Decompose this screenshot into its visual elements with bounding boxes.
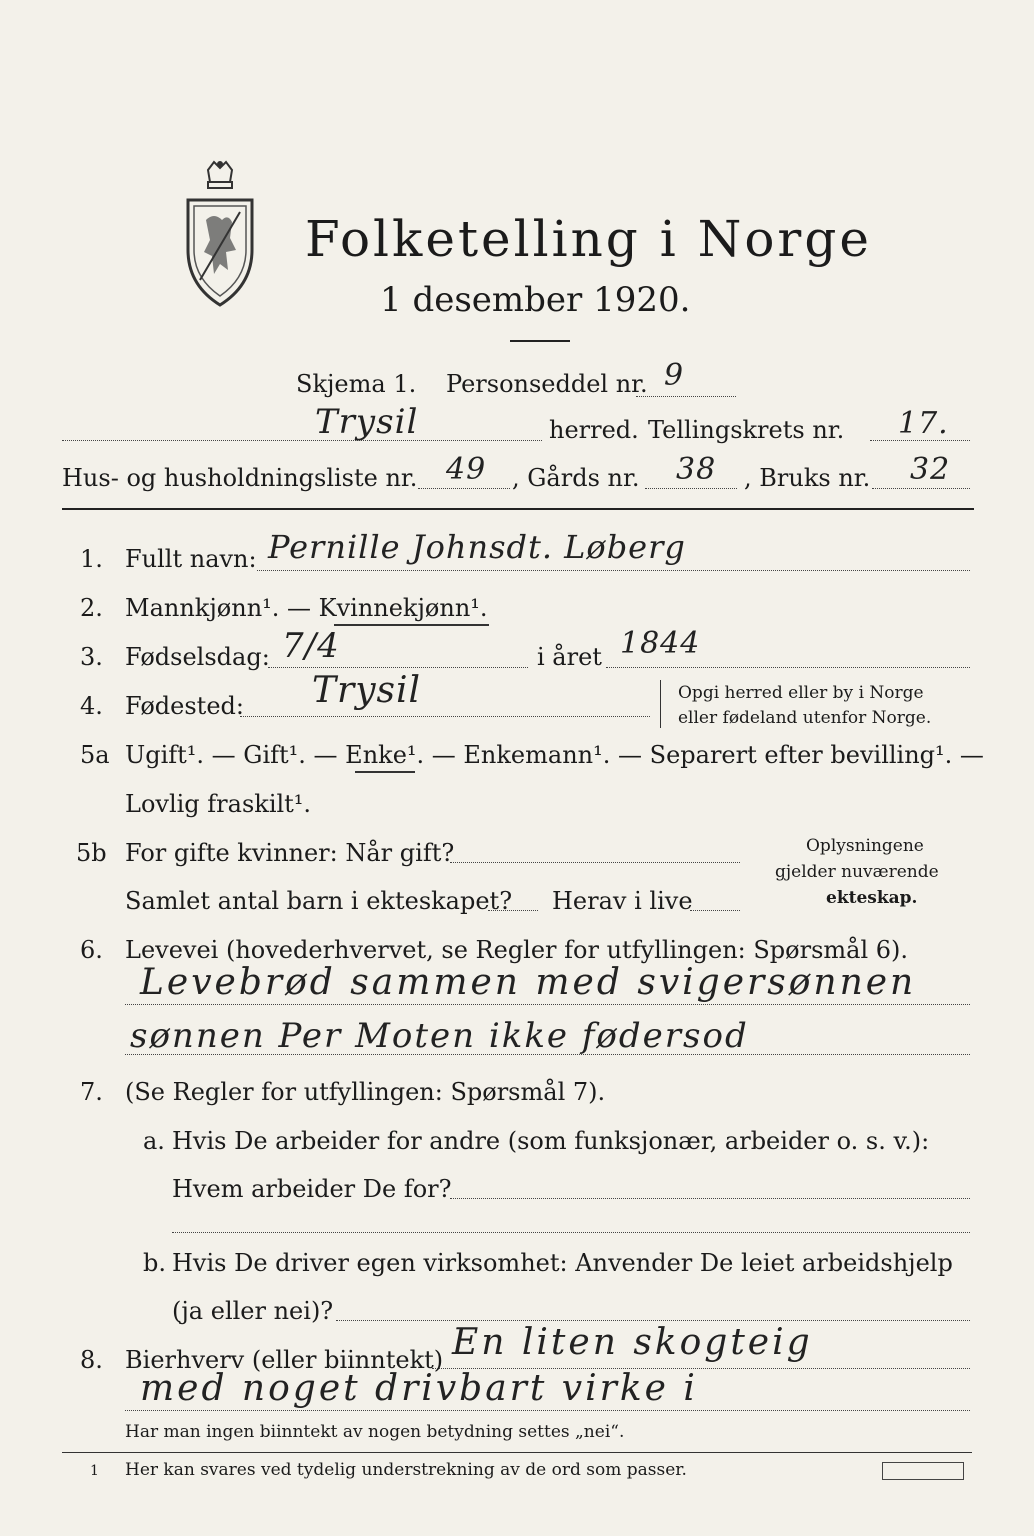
herred-value: Trysil <box>315 402 419 442</box>
footnote-number: 1 <box>90 1463 99 1479</box>
q7b-label: Hvis De driver egen virksomhet: Anvender De leiet arbeidshjelp <box>172 1249 953 1277</box>
q5b-note-3: ekteskap. <box>826 888 918 908</box>
q1-number: 1. <box>80 545 103 573</box>
q6-line-1 <box>125 1004 970 1005</box>
q5b-label: For gifte kvinner: Når gift? <box>125 839 455 867</box>
q7b-number: b. <box>143 1249 166 1277</box>
tellingskrets-label: Tellingskrets nr. <box>648 416 845 444</box>
q7a-label: Hvis De arbeider for andre (som funksjonær, arbeider o. s. v.): <box>172 1127 930 1155</box>
enke-underline <box>355 771 415 773</box>
q5a-label: Ugift¹. — Gift¹. — Enke¹. — Enkemann¹. — Separert efter bevilling¹. — <box>125 741 984 769</box>
q5b-number: 5b <box>76 839 107 867</box>
q1-label: Fullt navn: <box>125 545 257 573</box>
hus-line <box>418 488 510 489</box>
personseddel-line <box>636 396 736 397</box>
q7a-label-2: Hvem arbeider De for? <box>172 1175 452 1203</box>
q4-note-1: Opgi herred eller by i Norge <box>678 683 924 703</box>
q1-line <box>257 570 970 571</box>
title-divider <box>510 340 570 342</box>
form-date: 1 desember 1920. <box>380 280 691 320</box>
q7-label: (Se Regler for utfyllingen: Spørsmål 7). <box>125 1078 606 1106</box>
skjema-label: Skjema 1. <box>296 370 417 398</box>
q7a-line-2 <box>172 1232 970 1233</box>
q8-note: Har man ingen biinntekt av nogen betydning settes „nei“. <box>125 1422 625 1442</box>
q7a-line-1 <box>450 1198 970 1199</box>
footnote-text: Her kan svares ved tydelig understrekning av de ord som passer. <box>125 1460 687 1480</box>
herred-line <box>62 440 542 441</box>
bruks-line <box>872 488 970 489</box>
gards-value: 38 <box>676 452 717 487</box>
q3-number: 3. <box>80 643 103 671</box>
bruks-value: 32 <box>910 452 951 487</box>
q4-note-2: eller fødeland utenfor Norge. <box>678 708 932 728</box>
q6-number: 6. <box>80 936 103 964</box>
q3-line <box>268 667 528 668</box>
q3-year-value: 1844 <box>620 626 701 661</box>
q4-number: 4. <box>80 692 103 720</box>
form-title: Folketelling i Norge <box>305 210 872 268</box>
q2-number: 2. <box>80 594 103 622</box>
q6-value-1: Levebrød sammen med svigersønnen <box>140 962 917 1003</box>
q8-line-2 <box>125 1410 970 1411</box>
q5b-when-line <box>450 862 740 863</box>
q5b-children-line <box>488 910 538 911</box>
q5b-note-1: Oplysningene <box>806 836 924 856</box>
q3-value: 7/4 <box>282 626 340 666</box>
q5a-label-2: Lovlig fraskilt¹. <box>125 790 312 818</box>
header-rule <box>62 508 974 510</box>
q4-label: Fødested: <box>125 692 244 720</box>
personseddel-value: 9 <box>664 358 685 393</box>
bruks-label: , Bruks nr. <box>744 464 871 492</box>
q8-label: Bierhverv (eller biinntekt) <box>125 1346 444 1374</box>
q4-brace <box>660 680 667 728</box>
q7-number: 7. <box>80 1078 103 1106</box>
q7b-label-2: (ja eller nei)? <box>172 1297 334 1325</box>
q8-number: 8. <box>80 1346 103 1374</box>
kvinnekjonn-underline <box>334 624 489 626</box>
q6-label: Levevei (hovederhvervet, se Regler for utfyllingen: Spørsmål 6). <box>125 936 909 964</box>
q5b-note-2: gjelder nuværende <box>775 862 939 882</box>
q5b-label-3: Herav i live <box>552 887 693 915</box>
q3-year-line <box>606 667 970 668</box>
q8-value-1: En liten skogteig <box>452 1322 813 1363</box>
q4-value: Trysil <box>312 670 422 711</box>
gards-line <box>645 488 737 489</box>
hus-value: 49 <box>446 452 487 487</box>
q3-label: Fødselsdag: <box>125 643 270 671</box>
personseddel-label: Personseddel nr. <box>446 370 648 398</box>
q7a-number: a. <box>143 1127 165 1155</box>
q4-line <box>240 716 650 717</box>
q3-year-label: i året <box>537 643 602 671</box>
q6-value-2: sønnen Per Moten ikke fødersod <box>130 1016 749 1056</box>
footnote-rule <box>62 1452 972 1453</box>
q5a-number: 5a <box>80 741 110 769</box>
herred-label: herred. <box>549 416 639 444</box>
printer-stamp <box>882 1462 964 1480</box>
tellingskrets-value: 17. <box>898 406 949 441</box>
q8-value-2: med noget drivbart virke i <box>140 1368 698 1409</box>
q5b-alive-line <box>690 910 740 911</box>
q7b-line <box>336 1320 970 1321</box>
coat-of-arms-icon <box>180 160 260 310</box>
q1-value: Pernille Johnsdt. Løberg <box>268 528 686 566</box>
q2-label: Mannkjønn¹. — Kvinnekjønn¹. <box>125 594 488 622</box>
gards-label: , Gårds nr. <box>512 464 640 492</box>
hus-label: Hus- og husholdningsliste nr. <box>62 464 418 492</box>
q5b-label-2: Samlet antal barn i ekteskapet? <box>125 887 513 915</box>
